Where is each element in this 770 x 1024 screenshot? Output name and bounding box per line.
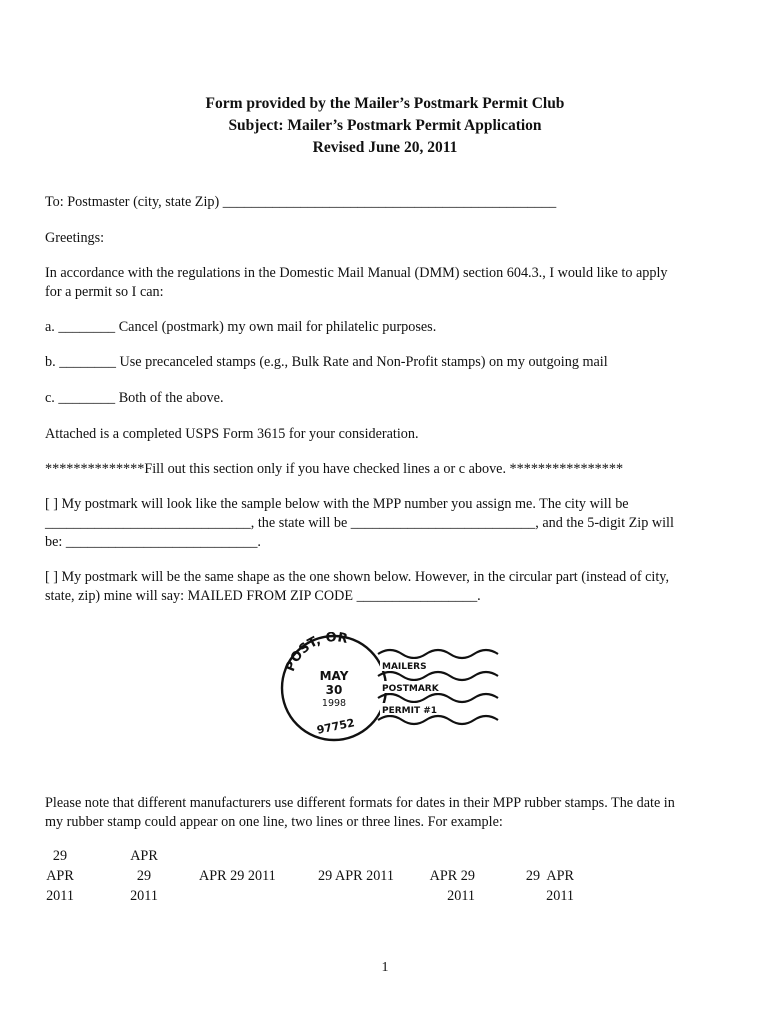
checkbox-1-line-1: [ ] My postmark will look like the sample below with the MPP number you assign me. The city will be — [45, 496, 629, 512]
date-example-1-line-1: 29 — [52, 848, 68, 864]
postmark-zip: 97752 — [315, 716, 356, 737]
date-example-2 — [127, 846, 161, 906]
postmark-text-postmark: POSTMARK — [382, 684, 439, 694]
date-example-2-line-2: 29 — [136, 868, 152, 884]
greetings: Greetings: — [45, 230, 105, 246]
date-example-3-line-1: APR 29 2011 — [199, 868, 276, 884]
date-example-4 — [318, 866, 394, 886]
date-example-6-line-2: 2011 — [546, 888, 574, 904]
date-example-1-line-2: APR — [46, 868, 74, 884]
to-postmaster-line: To: Postmaster (city, state Zip) _______________________________________________ — [45, 194, 557, 210]
intro-line-1: In accordance with the regulations in the Domestic Mail Manual (DMM) section 604.3., I would like to apply — [45, 265, 668, 281]
fill-out-note: **************Fill out this section only if you have checked lines a or c above. **************** — [45, 461, 624, 477]
date-example-2-line-1: APR — [130, 848, 158, 864]
postmark-day: 30 — [325, 683, 343, 697]
option-c: c. ________ Both of the above. — [45, 390, 224, 406]
note-line-1: Please note that different manufacturers use different formats for dates in their MPP rubber stamps. The date in — [45, 795, 675, 811]
header-revised: Revised June 20, 2011 — [312, 139, 458, 156]
date-example-1-line-3: 2011 — [46, 888, 74, 904]
postmark-year: 1998 — [321, 698, 347, 709]
header-subject: Subject: Mailer’s Postmark Permit Application — [228, 117, 542, 134]
checkbox-1-line-2: _____________________________, the state will be __________________________, and the 5-digit Zip will — [45, 515, 674, 531]
postmark-sample-image — [278, 632, 508, 744]
note-line-2: my rubber stamp could appear on one line, two lines or three lines. For example: — [45, 814, 503, 830]
postmark-text-mailers: MAILERS — [382, 662, 427, 672]
option-b: b. ________ Use precanceled stamps (e.g., Bulk Rate and Non-Profit stamps) on my outgoing mail — [45, 354, 608, 370]
attached-note: Attached is a completed USPS Form 3615 for your consideration. — [45, 426, 419, 442]
header-title: Form provided by the Mailer’s Postmark Permit Club — [205, 95, 565, 112]
postmark-text-permit: PERMIT #1 — [382, 706, 438, 716]
option-a: a. ________ Cancel (postmark) my own mail for philatelic purposes. — [45, 319, 437, 335]
postmark-ring-text: POST, OR — [282, 632, 349, 674]
date-example-6 — [520, 866, 574, 906]
date-example-2-line-3: 2011 — [130, 888, 158, 904]
date-example-5-line-1: APR 29 — [429, 868, 475, 884]
date-example-6-line-1: 29 APR — [525, 868, 574, 884]
document-header — [0, 93, 770, 159]
postmark-month: MAY — [319, 669, 349, 683]
date-example-5 — [425, 866, 475, 906]
date-example-5-line-2: 2011 — [447, 888, 475, 904]
date-example-1 — [45, 846, 75, 906]
postmark-circle — [282, 632, 386, 740]
checkbox-1-line-3: be: ___________________________. — [45, 534, 261, 550]
checkbox-2-line-2: state, zip) mine will say: MAILED FROM ZIP CODE _________________. — [45, 588, 481, 604]
checkbox-2-line-1: [ ] My postmark will be the same shape as the one shown below. However, in the circular part (instead of city, — [45, 569, 670, 585]
date-example-3 — [199, 866, 276, 886]
intro-line-2: for a permit so I can: — [45, 284, 164, 300]
date-example-4-line-1: 29 APR 2011 — [318, 868, 394, 884]
page-number: 1 — [381, 960, 389, 975]
